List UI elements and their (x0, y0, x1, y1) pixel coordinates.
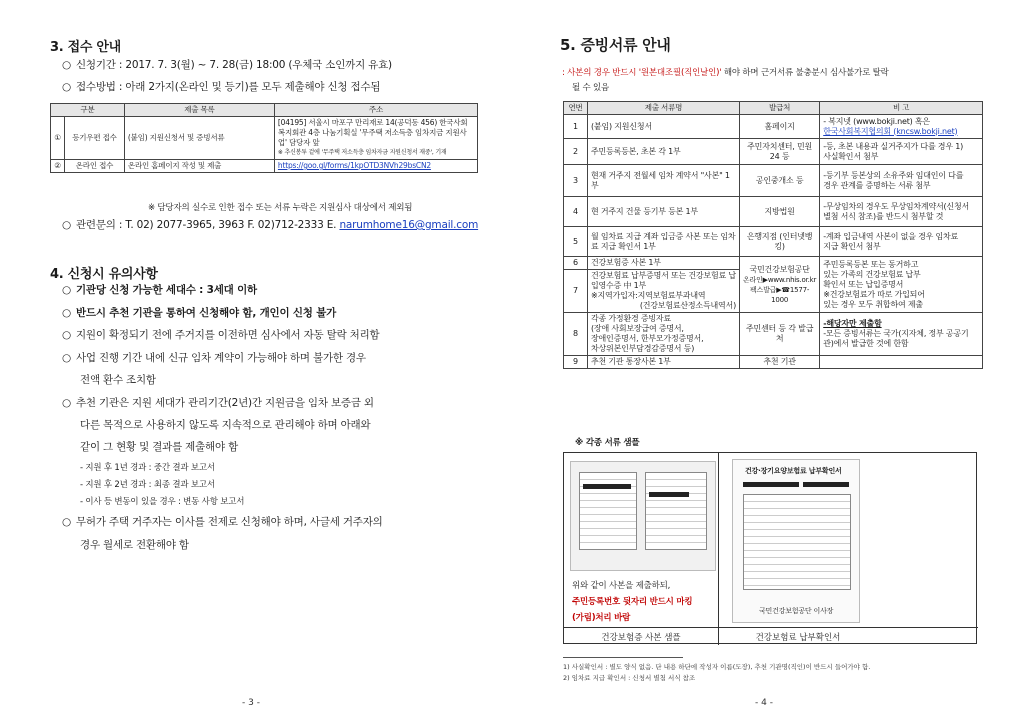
bullet-icon: ○ (62, 59, 71, 71)
table-row: 4 현 거주지 건물 등기부 등본 1부 지방법원 -무상임차의 경우도 무상임차계약서(신청서 별첨 서식 참조)를 반드시 첨부할 것 (564, 197, 983, 227)
report-item: - 지원 후 1년 경과 : 중간 결과 보고서 (80, 463, 215, 473)
page-number: - 3 - (242, 698, 260, 708)
table-row: 2 주민등록등본, 초본 각 1부 주민자치센터, 민원24 등 -등, 초본 내용과 실거주지가 다를 경우 1) 사실확인서 첨부 (564, 139, 983, 165)
col-header-type: 구분 (51, 104, 125, 117)
sample-caption: 건강보험료 납부확인서 (755, 633, 841, 643)
bullet-icon: ○ (62, 81, 71, 93)
apply-method: ○ 접수방법 : 아래 2가지(온라인 및 등기)를 모두 제출해야 신청 접수됨 (62, 81, 381, 93)
section-5-title: 5. 증빙서류 안내 (560, 36, 671, 54)
section-3-title: 3. 접수 안내 (50, 40, 121, 55)
intro-text: : 사본의 경우 반드시 '원본대조필(직인날인)' 해야 하며 근거서류 불충분시 심사불가로 탈락 (562, 68, 889, 78)
col-header-address: 주소 (274, 104, 477, 117)
report-item: - 이사 등 변동이 있을 경우 : 변동 사항 보고서 (80, 497, 245, 507)
payment-certificate-image: 건강·장기요양보험료 납부확인서 국민건강보험공단 이사장 (732, 459, 860, 623)
note-2: ○ 반드시 추천 기관을 통하여 신청해야 함, 개인이 신청 불가 (62, 307, 337, 319)
footnote-1: 1) 사실확인서 : 별도 양식 없음. 단 내용 하단에 작성자 이름(도장), 추천 기관명(직인)이 반드시 들어가야 함. (563, 663, 871, 671)
table-row: 7 건강보험료 납부증명서 또는 건강보험료 납입영수증 中 1부 ※지역가입자:지역보험료부과내역 (건강보험료산정소득내역서) (564, 270, 983, 313)
table-row: 6 건강보험증 사본 1부 국민건강보험공단 온라인▶www.nhis.or.kr 팩스발급▶☎1577-1000 주민등록등본 또는 동거하고 있는 가족의 건강보험료 납부 확인서 또는 납입증명서 ※건강보험료가 따로 가입되어 있는 경우 모두 취합하여 제출 (564, 257, 983, 270)
footnote-2: 2) 임차료 지급 확인서 : 신청서 별첨 서식 참조 (563, 674, 696, 682)
note-1: ○ 기관당 신청 가능한 세대수 : 3세대 이하 (62, 284, 257, 296)
contact: ○ 관련문의 : T. 02) 2077-3965, 3963 F. 02)712-2333 E. narumhome16@gmail.com (62, 219, 479, 231)
note-6: ○ 무허가 주택 거주자는 이사를 전제로 신청해야 하며, 사글세 거주자의 (62, 516, 383, 528)
table-row: 3 현재 거주지 전월세 임차 계약서 "사본" 1부 공인중개소 등 -등기부 등본상의 소유주와 임대인이 다를 경우 관계를 증명하는 서류 첨부 (564, 165, 983, 197)
page-number: - 4 - (755, 698, 773, 708)
table-note: ※ 담당자의 실수로 인한 접수 또는 서류 누락은 지원심사 대상에서 제외됨 (148, 203, 413, 213)
online-form-link[interactable]: https://goo.gl/forms/1kpOTD3NVh29bsCN2 (277, 161, 431, 170)
table-row: 9 추천 기관 통장사본 1부 추천 기관 (564, 356, 983, 369)
note-5: ○ 추천 기관은 지원 세대가 관리기간(2년)간 지원금을 임차 보증금 외 (62, 397, 374, 409)
section-4-title: 4. 신청시 유의사항 (50, 267, 158, 282)
table-row: 5 월 임차료 지급 계좌 입금증 사본 또는 임차료 지급 확인서 1부 은행지점 (인터넷뱅킹) -계좌 입금내역 사본이 없을 경우 임차료 지급 확인서 첨부 (564, 227, 983, 257)
contact-email-link[interactable]: narumhome16@gmail.com (339, 219, 479, 231)
samples-title: ※ 각종 서류 샘플 (575, 438, 640, 448)
apply-period: ○ 신청기간 : 2017. 7. 3(월) ~ 7. 28(금) 18:00 (우체국 소인까지 유효) (62, 59, 392, 71)
table-row: 8 각종 가정환경 증빙자료 (장애 사회보장급여 증명서, 장애인증명서, 한부모가정증명서, 차상위본인부담경감증명서 등) 주민센터 등 각 발급처 -해당자만 제출함 -모든 증빙서류는 국가(지자체, 정부 공공기 관)에서 발급한 것에 한함 (564, 313, 983, 356)
sample-caption: 건강보험증 사본 샘플 (601, 633, 681, 643)
insurance-card-image (570, 461, 716, 571)
documents-table: 연번 제출 서류명 발급처 비 고 1 (붙임) 지원신청서 홈페이지 - 복지넷 (www.bokji.net) 혹은 한국사회복지협의회 (kncsw.bokji.net) 2 주민등록등본, 초본 각 1부 주민자치센터, 민원24 등 -등, 초본 내용과 실거주지가 다를 경우 1) 사실확인서 첨부 3 현재 거주지 전월세 임차 계약서 "사본" 1부 공인중개소 등 -등기부 등본상의 소유주와 임대인이 다를 경우 관계를 증명하는 서류 첨부 4 현 거주지 건물 등기부 등본 1부 지방법원 -무상임차의 경우도 무상임차계약서(신청서 별첨 서식 참조)를 반드시 첨부할 것 5 월 임차료 지급 계좌 입금증 사본 또는 임차료 지급 확인서 1부 은행지점 (인터넷뱅킹) -계좌 입금내역 사본이 없을 경우 임차료 지급 확인서 첨부 6 건강보험증 사본 1부 국민건강보험공단 온라인▶www.nhis.or.kr 팩스발급▶☎1577-1000 주민등록등본 또는 동거하고 있는 가족의 건강보험료 납부 확인서 또는 납입증명서 ※건강보험료가 따로 가입되어 있는 경우 모두 취합하여 제출 7 건강보험료 납부증명서 또는 건강보험료 납입영수증 中 1부 ※지역가입자:지역보험료부과내역 (건강보험료산정소득내역서) 8 각종 가정환경 증빙자료 (장애 사회보장급여 증명서, 장애인증명서, 한부모가정증명서, 차상위본인부담경감증명서 등) 주민센터 등 각 발급처 -해당자만 제출함 -모든 증빙서류는 국가(지자체, 정부 공공기 관)에서 발급한 것에 한함 9 추천 기관 통장사본 1부 추천 기관 (563, 101, 983, 369)
note-4: ○ 사업 진행 기간 내에 신규 임차 계약이 가능해야 하며 불가한 경우 (62, 352, 366, 364)
page-3: 3. 접수 안내 ○ 신청기간 : 2017. 7. 3(월) ~ 7. 28(금) 18:00 (우체국 소인까지 유효) ○ 접수방법 : 아래 2가지(온라인 및 등기)를 모두 제출해야 신청 접수됨 구분 제출 목록 주소 ① 등기우편 접수 (붙임) 지원신청서 및 증빙서류 [04195] 서울시 마포구 만리재로 14(공덕동 456) 한국사회 복지회관 4층 나눔기획실 '무주택 저소득층 임차지금 지원사 업' 담당자 앞 ※ 추신봉투 겉에 '무주택 저소득층 임차자금 지원신청서 재중', 기재 ② 온라인 접수 온라인 홈페이지 작성 및 제출 https://goo.gl/forms/1kpOTD3NVh29bsCN2 ※ 담당자의 실수로 인한 접수 또는 서류 누락은 지원심사 대상에서 제외됨 ○ 관련문의 : T. 02) 2077-3965, 3963 F. 02)712-2333 E. narumhome16@gmail.com 4. 신청시 유의사항 ○ 기관당 신청 가능한 세대수 : 3세대 이하 ○ 반드시 추천 기관을 통하여 신청해야 함, 개인이 신청 불가 ○ 지원이 확정되기 전에 주거지를 이전하면 심사에서 자동 탈락 처리함 ○ 사업 진행 기간 내에 신규 임차 계약이 가능해야 하며 불가한 경우 전액 환수 조치함 ○ 추천 기관은 지원 세대가 관리기간(2년)간 지원금을 임차 보증금 외 다른 목적으로 사용하지 않도록 지속적으로 관리해야 하며 아래와 같이 그 현황 및 결과를 제출해야 함 - 지원 후 1년 경과 : 중간 결과 보고서 - 지원 후 2년 경과 : 최종 결과 보고서 - 이사 등 변동이 있을 경우 : 변동 사항 보고서 ○ 무허가 주택 거주자는 이사를 전제로 신청해야 하며, 사글세 거주자의 경우 월세로 전환해야 함 - 3 - (0, 0, 512, 724)
samples-panel: 위와 같이 사본을 제출하되, 주민등록번호 뒷자리 반드시 마킹 (가림)처리 바람 건강·장기요양보험료 납부확인서 국민건강보험공단 이사장 건강보험증 사본 샘플 건강보험료 납부확인서 (563, 452, 977, 644)
bullet-icon: ○ (62, 219, 71, 231)
nhis-link[interactable]: 온라인▶www.nhis.or.kr (743, 275, 817, 284)
table-row: ① 등기우편 접수 (붙임) 지원신청서 및 증빙서류 [04195] 서울시 마포구 만리재로 14(공덕동 456) 한국사회 복지회관 4층 나눔기획실 '무주택 저소득층 임차지금 지원사 업' 담당자 앞 ※ 추신봉투 겉에 '무주택 저소득층 임차자금 지원신청서 재중', 기재 (51, 117, 478, 160)
page-4: 5. 증빙서류 안내 : 사본의 경우 반드시 '원본대조필(직인날인)' 해야 하며 근거서류 불충분시 심사불가로 탈락 될 수 있음 (560, 36, 889, 93)
submission-table (50, 103, 478, 173)
table-row: ② 온라인 접수 온라인 홈페이지 작성 및 제출 https://goo.gl/forms/1kpOTD3NVh29bsCN2 (51, 160, 478, 173)
col-header-list: 제출 목록 (124, 104, 274, 117)
report-item: - 지원 후 2년 경과 : 최종 결과 보고서 (80, 480, 215, 490)
table-row: 1 (붙임) 지원신청서 홈페이지 - 복지넷 (www.bokji.net) 혹은 한국사회복지협의회 (kncsw.bokji.net) (564, 115, 983, 139)
note-3: ○ 지원이 확정되기 전에 주거지를 이전하면 심사에서 자동 탈락 처리함 (62, 329, 380, 341)
